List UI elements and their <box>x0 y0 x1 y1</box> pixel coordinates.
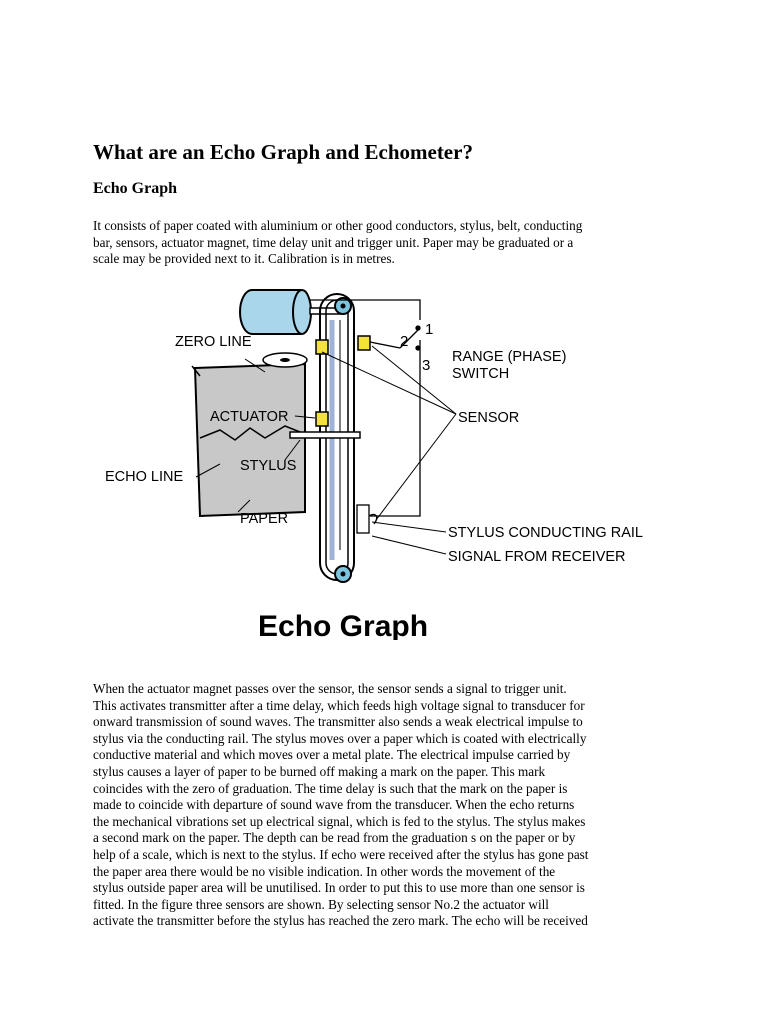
switch-number-2: 2 <box>400 333 409 350</box>
page-title: What are an Echo Graph and Echometer? <box>93 140 473 164</box>
stylus-rail-label: STYLUS CONDUCTING RAIL <box>448 525 643 541</box>
figure-caption: Echo Graph <box>258 610 429 640</box>
motor-drum <box>240 290 340 334</box>
sensor-1 <box>316 340 328 354</box>
switch-number-1: 1 <box>425 321 434 338</box>
actuator-magnet <box>316 412 328 426</box>
section-heading: Echo Graph <box>93 180 178 197</box>
body-line: the mechanical vibrations set up electrical signal, which is fed to the stylus. The stylus makes <box>93 813 586 829</box>
explanation-paragraph <box>93 681 693 930</box>
zero-line-label: ZERO LINE <box>175 334 252 350</box>
body-line: conductive material and which moves over a metal plate. The electrical impulse carried by <box>93 747 571 763</box>
body-line: This activates transmitter after a time delay, which feeds high voltage signal to transducer for <box>93 697 585 713</box>
echo-graph-diagram <box>100 280 660 640</box>
range-switch-label: RANGE (PHASE) <box>452 349 567 365</box>
switch-number-3: 3 <box>422 357 431 374</box>
intro-line: It consists of paper coated with aluminium or other good conductors, stylus, belt, conducting <box>93 218 583 233</box>
body-line: activate the transmitter before the stylus has reached the zero mark. The echo will be received <box>93 913 588 929</box>
body-line: the paper area there would be no visible indication. In other words the movement of the <box>93 863 556 879</box>
intro-line: bar, sensors, actuator magnet, time delay unit and trigger unit. Paper may be graduated or a <box>93 234 574 250</box>
signal-receiver-label: SIGNAL FROM RECEIVER <box>448 549 626 565</box>
body-line: fitted. In the figure three sensors are shown. By selecting sensor No.2 the actuator will <box>93 896 549 912</box>
stylus-arm <box>290 432 360 438</box>
intro-paragraph <box>93 218 693 268</box>
body-line: coincides with the zero of graduation. The time delay is such that the mark on the paper is <box>93 780 568 796</box>
stylus-label: STYLUS <box>240 458 297 474</box>
body-line: stylus causes a layer of paper to be burned off making a mark on the paper. This mark <box>93 763 546 779</box>
body-line: stylus via the conducting rail. The stylus moves over a paper which is coated with electrically <box>93 730 587 746</box>
sensor-label: SENSOR <box>458 410 520 426</box>
body-line: onward transmission of sound waves. The transmitter also sends a weak electrical impulse to <box>93 714 583 730</box>
body-line: a second mark on the paper. The depth can be read from the graduation s on the paper or by <box>93 830 576 846</box>
body-line: help of a scale, which is next to the stylus. If echo were received after the stylus has gone past <box>93 846 589 862</box>
body-line: stylus outside paper area will be unutilised. In order to put this to use more than one sensor is <box>93 880 585 896</box>
echo-graph-figure <box>100 280 660 640</box>
body-line: made to coincide with departure of sound wave from the transducer. When the echo returns <box>93 797 575 813</box>
range-switch-label-2: SWITCH <box>452 366 510 382</box>
paper-label: PAPER <box>240 511 289 527</box>
sensor-2 <box>358 336 370 350</box>
actuator-label: ACTUATOR <box>210 409 289 425</box>
body-line: When the actuator magnet passes over the sensor, the sensor sends a signal to trigger unit. <box>93 681 567 696</box>
echo-line-label: ECHO LINE <box>105 469 184 485</box>
intro-line: scale may be provided next to it. Calibration is in metres. <box>93 251 395 267</box>
